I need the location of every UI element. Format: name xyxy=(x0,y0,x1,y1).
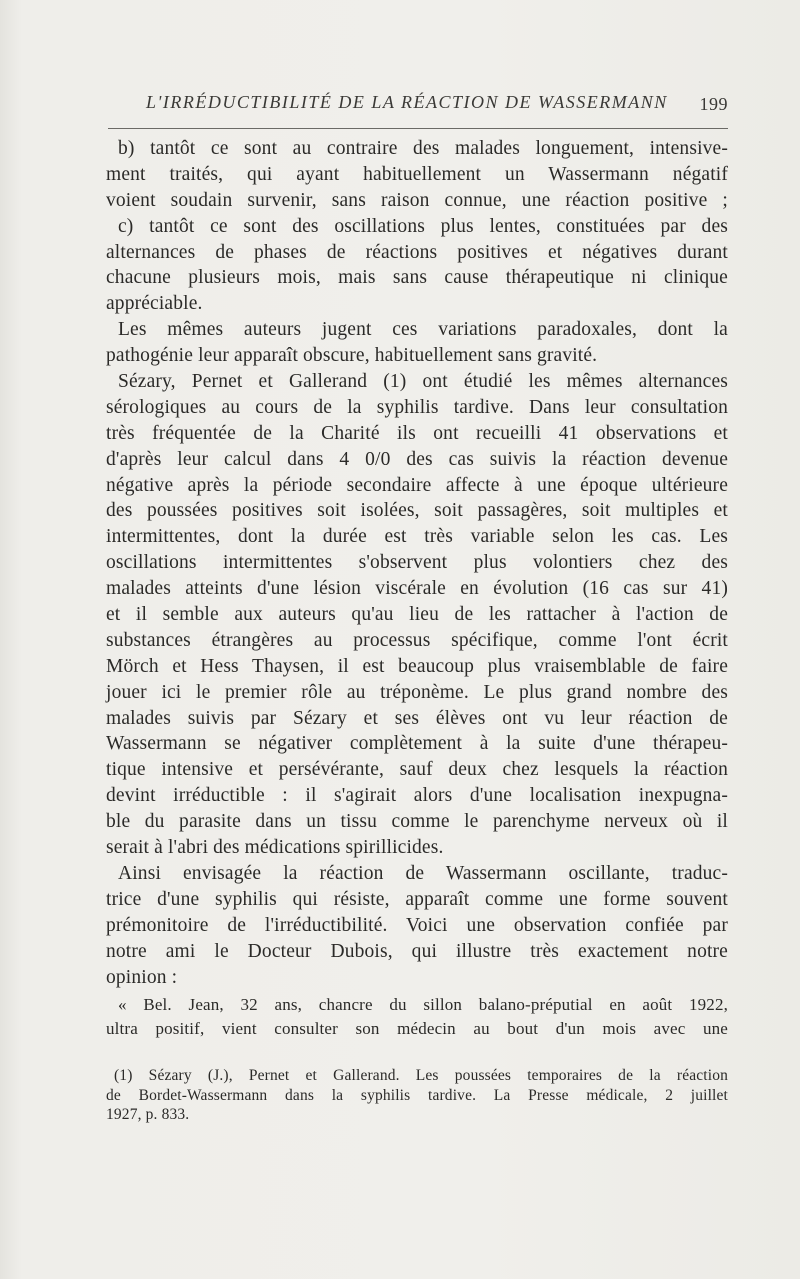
text-line: notre ami le Docteur Dubois, qui illustre très exactement notre xyxy=(106,940,728,962)
text-line: Les mêmes auteurs jugent ces variations paradoxales, dont la xyxy=(118,319,728,341)
text-line: alternances de phases de réactions positives et négatives durant xyxy=(106,241,728,263)
text-line: malades atteints d'une lésion viscérale en évolution (16 cas sur 41) xyxy=(106,578,728,600)
text-line: devint irréductible : il s'agirait alors d'une localisation inexpugna- xyxy=(106,785,728,807)
text-line: des poussées positives soit isolées, soit passagères, soit multiples et xyxy=(106,500,728,522)
text-line: chacune plusieurs mois, mais sans cause thérapeutique ni clinique xyxy=(106,267,728,289)
text-line: d'après leur calcul dans 4 0/0 des cas suivis la réaction devenue xyxy=(106,448,728,470)
body-text xyxy=(106,136,728,990)
quote-line: « Bel. Jean, 32 ans, chancre du sillon balano-préputial en août 1922, xyxy=(118,995,728,1014)
text-line: Ainsi envisagée la réaction de Wassermann oscillante, traduc- xyxy=(118,862,728,884)
text-line: très fréquentée de la Charité ils ont recueilli 41 observations et xyxy=(106,422,728,444)
footnote xyxy=(106,1066,728,1125)
text-line: serait à l'abri des médications spirillicides. xyxy=(106,837,444,859)
text-line: c) tantôt ce sont des oscillations plus lentes, constituées par des xyxy=(118,215,728,237)
text-line: jouer ici le premier rôle au tréponème. Le plus grand nombre des xyxy=(106,681,728,703)
text-line: substances étrangères au processus spécifique, comme l'ont écrit xyxy=(106,629,728,651)
text-line: pathogénie leur apparaît obscure, habituellement sans gravité. xyxy=(106,345,598,367)
quoted-observation xyxy=(106,993,728,1040)
text-line: négative après la période secondaire affecte à une époque ultérieure xyxy=(106,474,728,496)
text-line: voient soudain survenir, sans raison connue, une réaction positive ; xyxy=(106,189,728,211)
footnote-line: (1) Sézary (J.), Pernet et Gallerand. Les poussées temporaires de la réaction xyxy=(114,1067,728,1084)
running-head-title: L'IRRÉDUCTIBILITÉ DE LA RÉACTION DE WASSERMANN xyxy=(146,92,668,112)
page-number: 199 xyxy=(699,94,728,114)
footnote-line: 1927, p. 833. xyxy=(106,1106,190,1123)
text-line: tique intensive et persévérante, sauf deux chez lesquels la réaction xyxy=(106,759,728,781)
text-line: malades suivis par Sézary et ses élèves ont vu leur réaction de xyxy=(106,707,728,729)
text-line: trice d'une syphilis qui résiste, apparaît comme une forme souvent xyxy=(106,888,728,910)
quote-line: ultra positif, vient consulter son médecin au bout d'un mois avec une xyxy=(106,1018,728,1038)
text-line: opinion : xyxy=(106,966,178,988)
footnote-line: de Bordet-Wassermann dans la syphilis tardive. La Presse médicale, 2 juillet xyxy=(106,1086,728,1104)
text-line: ment traités, qui ayant habituellement un Wassermann négatif xyxy=(106,163,728,185)
text-line: oscillations intermittentes s'observent plus volontiers chez des xyxy=(106,552,728,574)
text-line: Mörch et Hess Thaysen, il est beaucoup plus vraisemblable de faire xyxy=(106,655,728,677)
text-line: et il semble aux auteurs qu'au lieu de les rattacher à l'action de xyxy=(106,604,728,626)
text-line: Wassermann se négativer complètement à la suite d'une thérapeu- xyxy=(106,733,728,755)
text-line: ble du parasite dans un tissu comme le parenchyme nerveux où il xyxy=(106,811,728,833)
text-line: prémonitoire de l'irréductibilité. Voici une observation confiée par xyxy=(106,914,728,936)
text-line: appréciable. xyxy=(106,293,203,315)
text-line: sérologiques au cours de la syphilis tardive. Dans leur consultation xyxy=(106,396,728,418)
header-rule xyxy=(108,128,728,129)
text-line: intermittentes, dont la durée est très variable selon les cas. Les xyxy=(106,526,728,548)
text-line: Sézary, Pernet et Gallerand (1) ont étudié les mêmes alternances xyxy=(118,371,728,393)
text-line: b) tantôt ce sont au contraire des malades longuement, intensive- xyxy=(118,138,728,159)
